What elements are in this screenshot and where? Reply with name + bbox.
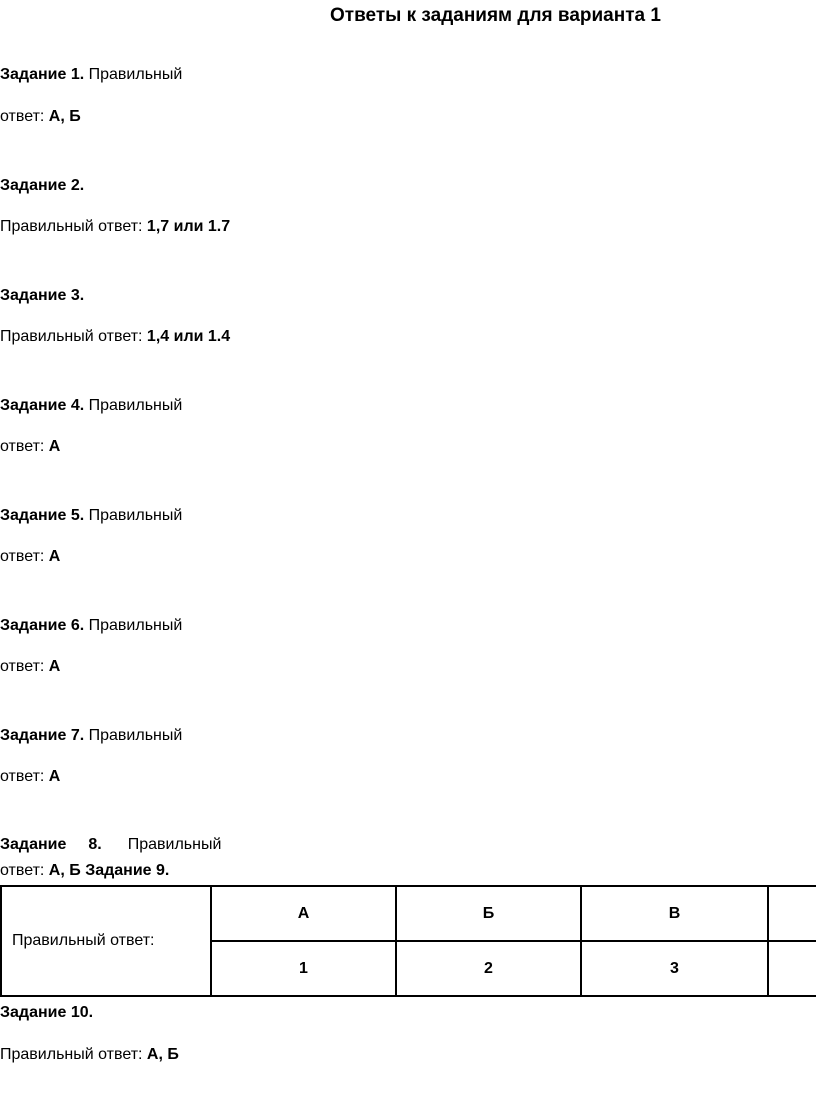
page-title: Ответы к заданиям для варианта 1 <box>330 5 661 26</box>
task-3-answer-line <box>0 328 230 346</box>
task-4-answer-line <box>0 438 60 456</box>
task-4-label: Задание 4. <box>0 397 85 414</box>
task-6-label: Задание 6. <box>0 617 85 634</box>
table-row <box>1 886 816 941</box>
task-10-answer: А, Б <box>146 1046 179 1063</box>
task-10-answer-prefix: Правильный ответ: <box>0 1046 143 1063</box>
task-2-answer: 1,7 или 1.7 <box>146 218 231 235</box>
task-6-answer-line <box>0 658 60 676</box>
task-10-answer-line <box>0 1046 179 1064</box>
task-3-label: Задание 3. <box>0 287 85 304</box>
task-6-answer: А <box>48 658 61 675</box>
task-4-heading <box>0 397 182 415</box>
task-8-label-word: Задание <box>0 836 67 853</box>
task-7-answer-line <box>0 768 60 786</box>
task-3-answer: 1,4 или 1.4 <box>146 328 231 345</box>
table-header-cell <box>768 886 816 941</box>
task-5-answer-line <box>0 548 60 566</box>
task-7-heading <box>0 727 182 745</box>
task-1-answer-prefix: ответ: <box>0 108 45 125</box>
task-3-heading <box>0 287 84 305</box>
task-5-label: Задание 5. <box>0 507 85 524</box>
task-8-text: Правильный <box>127 836 222 853</box>
table-header-cell: В <box>581 886 768 941</box>
task-8-answer-line <box>0 862 169 880</box>
task-4-text: Правильный <box>88 397 183 414</box>
task-7-answer: А <box>48 768 61 785</box>
task-1-label: Задание 1. <box>0 66 85 83</box>
table-value-cell: 3 <box>581 941 768 996</box>
table-value-cell <box>768 941 816 996</box>
task-8-answer-prefix: ответ: <box>0 862 45 879</box>
task-2-label: Задание 2. <box>0 177 85 194</box>
task-8-answer: А, Б <box>48 862 81 879</box>
task-1-answer-line <box>0 108 81 126</box>
task-1-heading <box>0 66 182 84</box>
task-9-answer-table <box>0 885 816 997</box>
task-9-label: Задание 9. <box>85 862 170 879</box>
task-8-label-number: 8. <box>88 836 102 853</box>
task-10-label: Задание 10. <box>0 1004 94 1021</box>
task-6-heading <box>0 617 182 635</box>
task-2-answer-line <box>0 218 230 236</box>
task-4-answer: А <box>48 438 61 455</box>
task-10-heading <box>0 1004 93 1022</box>
task-1-text: Правильный <box>88 66 183 83</box>
task-5-answer: А <box>48 548 61 565</box>
task-5-text: Правильный <box>88 507 183 524</box>
task-7-answer-prefix: ответ: <box>0 768 45 785</box>
task-2-heading <box>0 177 84 195</box>
task-4-answer-prefix: ответ: <box>0 438 45 455</box>
task-8-heading <box>0 836 221 854</box>
table-header-cell: Б <box>396 886 581 941</box>
task-5-heading <box>0 507 182 525</box>
task-6-answer-prefix: ответ: <box>0 658 45 675</box>
table-value-cell: 2 <box>396 941 581 996</box>
table-header-cell: А <box>211 886 396 941</box>
task-6-text: Правильный <box>88 617 183 634</box>
task-1-answer: А, Б <box>48 108 81 125</box>
task-7-label: Задание 7. <box>0 727 85 744</box>
task-5-answer-prefix: ответ: <box>0 548 45 565</box>
table-value-cell: 1 <box>211 941 396 996</box>
table-row-label: Правильный ответ: <box>1 886 211 996</box>
task-2-answer-prefix: Правильный ответ: <box>0 218 143 235</box>
task-7-text: Правильный <box>88 727 183 744</box>
task-3-answer-prefix: Правильный ответ: <box>0 328 143 345</box>
